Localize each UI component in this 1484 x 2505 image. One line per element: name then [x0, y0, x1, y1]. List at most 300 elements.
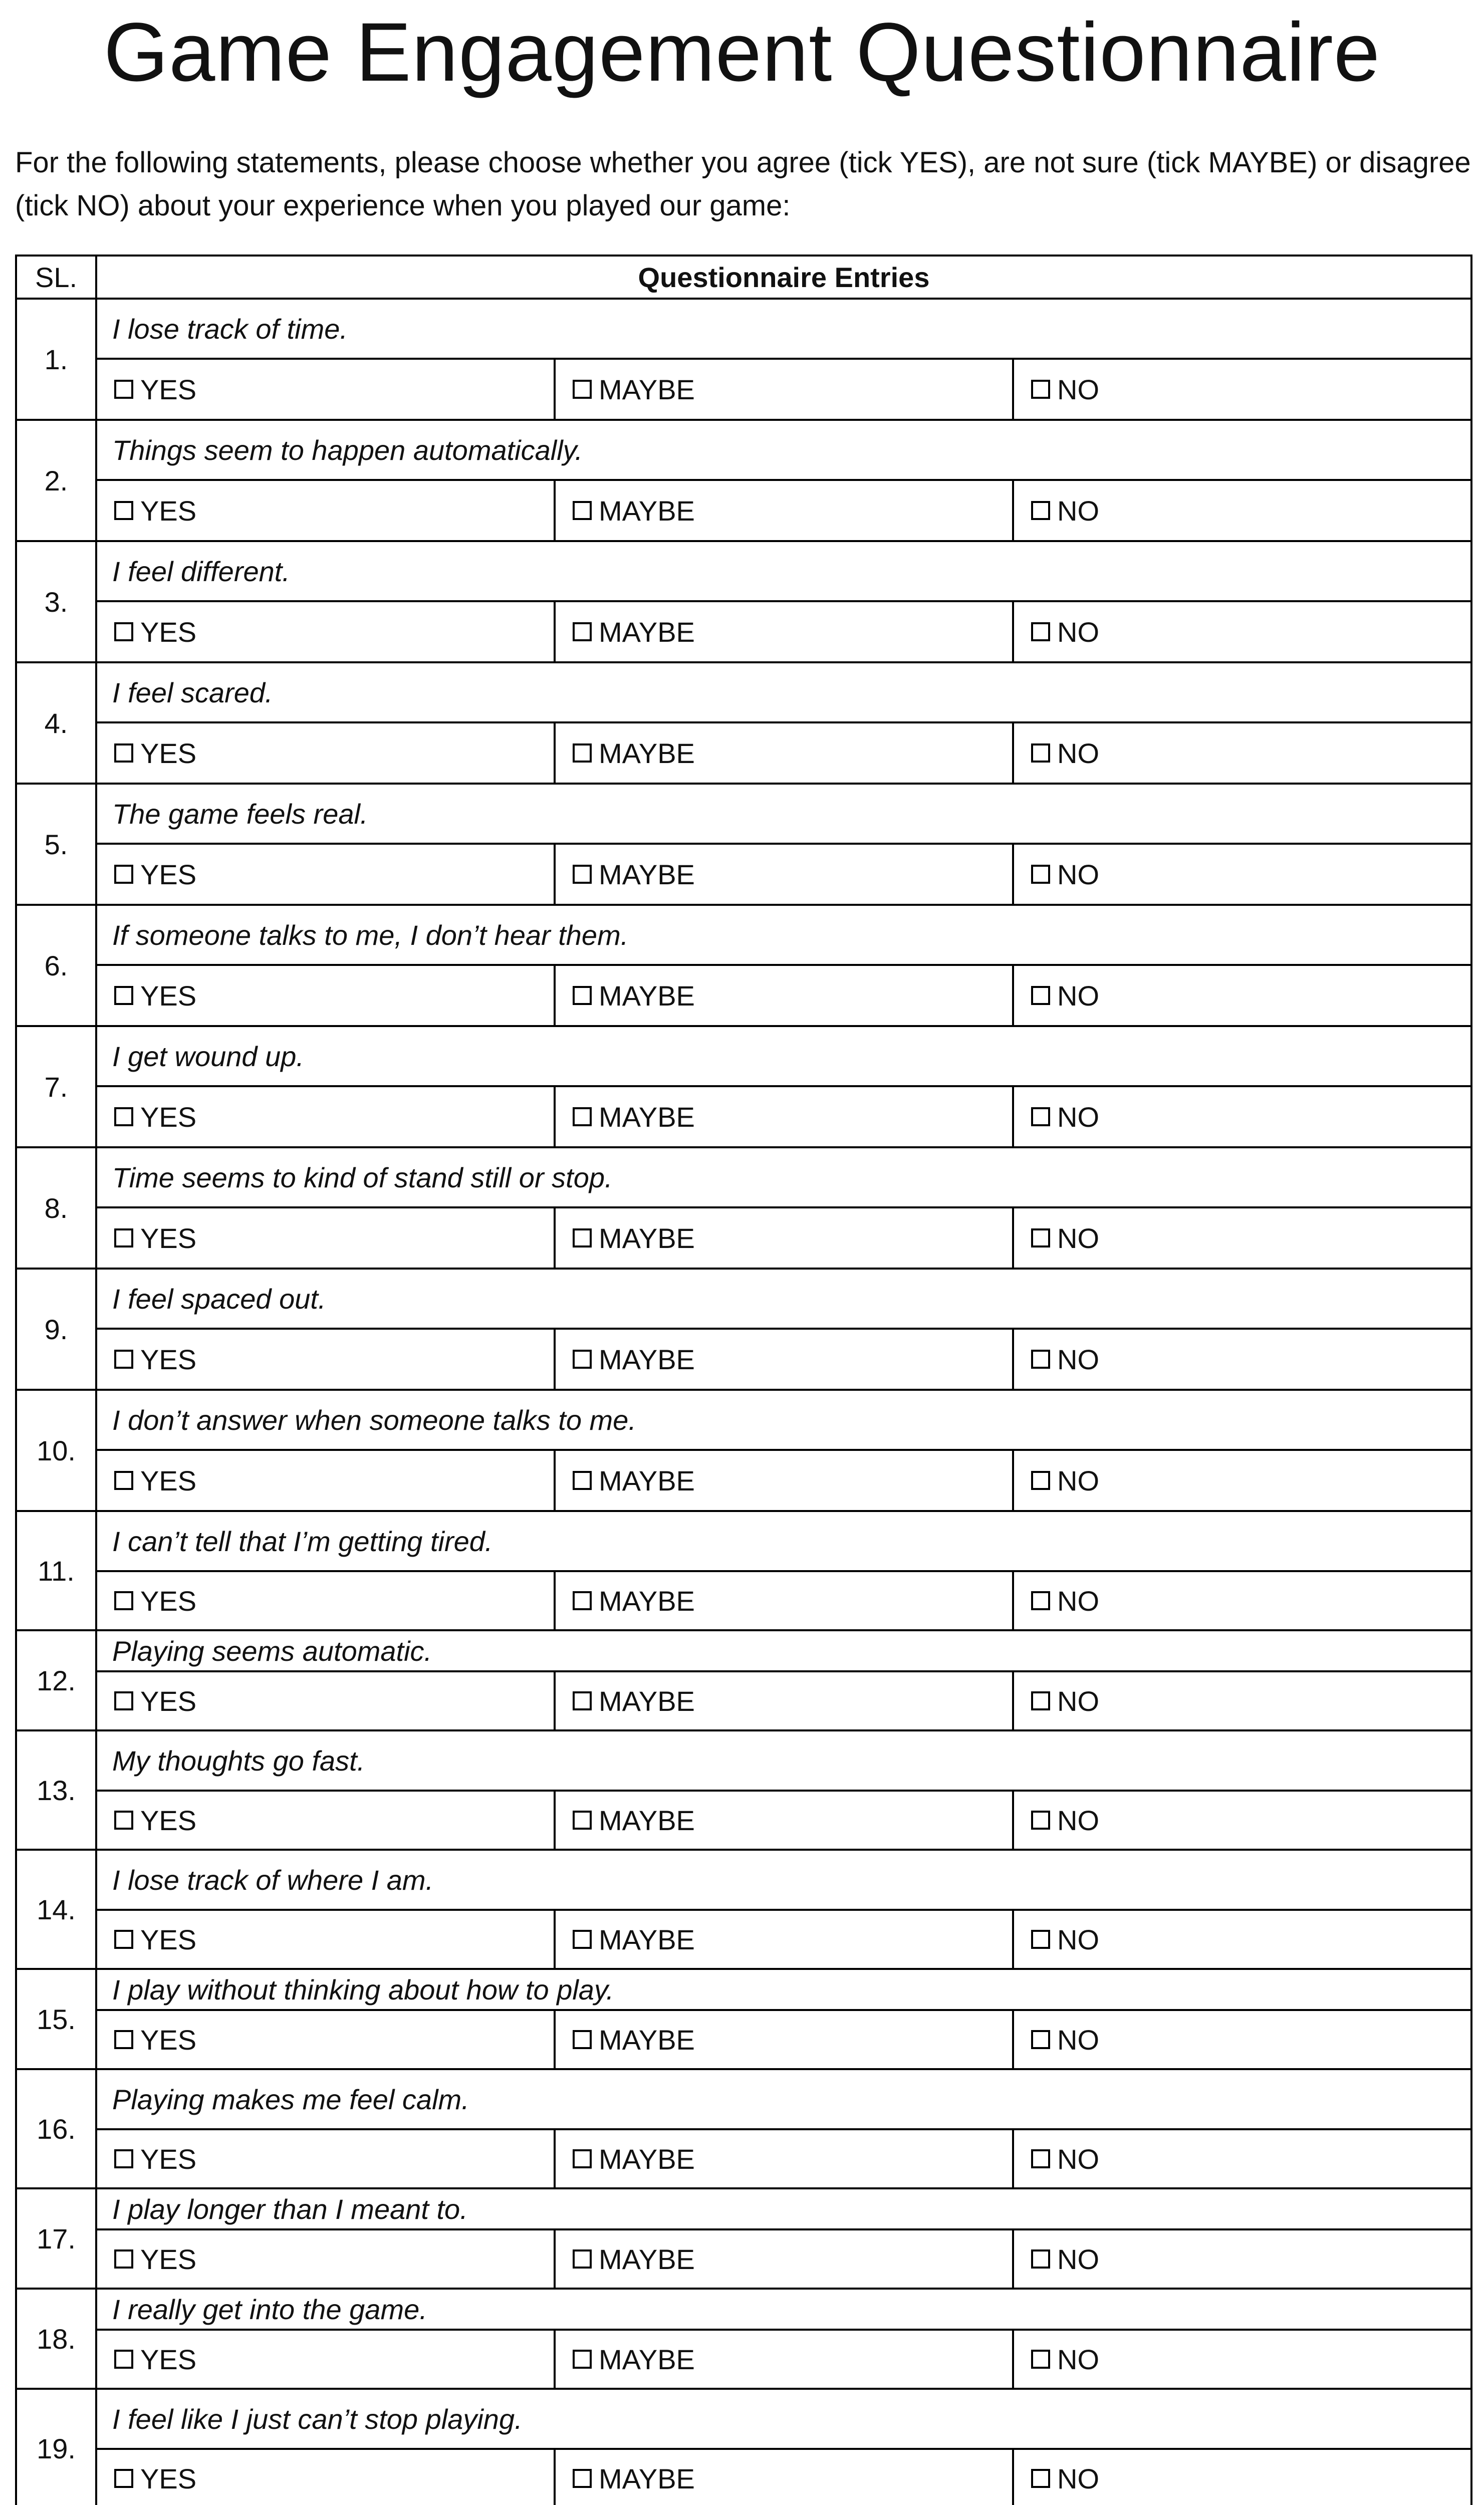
question-statement-row: [16, 2069, 1471, 2129]
maybe-checkbox[interactable]: [573, 1471, 592, 1490]
yes-option-cell[interactable]: [96, 1910, 555, 1969]
no-label: NO: [1057, 1101, 1099, 1133]
maybe-option[interactable]: [573, 2024, 1012, 2056]
yes-option[interactable]: [114, 858, 554, 891]
no-label: NO: [1057, 1343, 1099, 1375]
yes-option[interactable]: [114, 1101, 554, 1133]
yes-option[interactable]: [114, 979, 554, 1012]
question-options-row: [16, 2129, 1471, 2188]
yes-checkbox[interactable]: [114, 1930, 133, 1949]
no-label: NO: [1057, 858, 1099, 890]
no-label: NO: [1057, 979, 1099, 1012]
no-label: NO: [1057, 1222, 1099, 1254]
maybe-checkbox[interactable]: [573, 380, 592, 399]
question-number: 12.: [16, 1630, 96, 1730]
no-checkbox[interactable]: [1031, 1350, 1050, 1369]
maybe-checkbox[interactable]: [573, 2149, 592, 2168]
no-option[interactable]: [1031, 1222, 1470, 1255]
no-option-cell[interactable]: [1013, 2129, 1471, 2188]
yes-label: YES: [140, 2243, 197, 2275]
maybe-option-cell[interactable]: [555, 1207, 1013, 1269]
no-label: NO: [1057, 1585, 1099, 1617]
question-options-row: [16, 1450, 1471, 1511]
maybe-option-cell[interactable]: [555, 2129, 1013, 2188]
question-statement-row: [16, 2289, 1471, 2330]
no-option[interactable]: [1031, 1464, 1470, 1497]
question-statement: I feel different.: [96, 541, 1471, 601]
maybe-label: MAYBE: [599, 1343, 695, 1375]
question-options-row: [16, 1671, 1471, 1730]
no-label: NO: [1057, 1804, 1099, 1836]
yes-option-cell[interactable]: [96, 844, 555, 905]
no-option[interactable]: [1031, 1804, 1470, 1837]
maybe-checkbox[interactable]: [573, 865, 592, 884]
yes-checkbox[interactable]: [114, 2249, 133, 2269]
question-statement: The game feels real.: [96, 784, 1471, 844]
page-title: Game Engagement Questionnaire: [103, 6, 1381, 99]
no-option-cell[interactable]: [1013, 1450, 1471, 1511]
question-number: 9.: [16, 1269, 96, 1390]
maybe-label: MAYBE: [599, 494, 695, 527]
yes-label: YES: [140, 979, 197, 1012]
yes-label: YES: [140, 1804, 197, 1836]
question-number: 10.: [16, 1390, 96, 1511]
no-checkbox[interactable]: [1031, 743, 1050, 763]
maybe-checkbox[interactable]: [573, 1591, 592, 1610]
no-label: NO: [1057, 2243, 1099, 2275]
no-label: NO: [1057, 1464, 1099, 1496]
maybe-option[interactable]: [573, 1804, 1012, 1837]
question-options-row: [16, 1571, 1471, 1630]
maybe-label: MAYBE: [599, 979, 695, 1012]
question-options-row: [16, 1791, 1471, 1850]
no-option-cell[interactable]: [1013, 722, 1471, 784]
question-number: 5.: [16, 784, 96, 905]
maybe-option-cell[interactable]: [555, 965, 1013, 1026]
question-statement-row: [16, 1511, 1471, 1571]
question-number: 16.: [16, 2069, 96, 2188]
no-checkbox[interactable]: [1031, 380, 1050, 399]
question-options-row: [16, 1910, 1471, 1969]
maybe-label: MAYBE: [599, 373, 695, 405]
no-option-cell[interactable]: [1013, 480, 1471, 541]
yes-option-cell[interactable]: [96, 601, 555, 662]
question-statement: Playing seems automatic.: [96, 1630, 1471, 1671]
maybe-option[interactable]: [573, 1222, 1012, 1255]
question-statement-row: [16, 1147, 1471, 1207]
yes-checkbox[interactable]: [114, 986, 133, 1005]
yes-option-cell[interactable]: [96, 1791, 555, 1850]
yes-checkbox[interactable]: [114, 622, 133, 641]
yes-label: YES: [140, 1923, 197, 1955]
yes-label: YES: [140, 494, 197, 527]
maybe-option-cell[interactable]: [555, 1571, 1013, 1630]
question-options-row: [16, 2229, 1471, 2289]
yes-checkbox[interactable]: [114, 380, 133, 399]
maybe-label: MAYBE: [599, 2462, 695, 2494]
maybe-label: MAYBE: [599, 2024, 695, 2056]
no-option-cell[interactable]: [1013, 2330, 1471, 2389]
no-checkbox[interactable]: [1031, 501, 1050, 520]
no-option-cell[interactable]: [1013, 1910, 1471, 1969]
maybe-option-cell[interactable]: [555, 2229, 1013, 2289]
no-option[interactable]: [1031, 2243, 1470, 2276]
maybe-option[interactable]: [573, 858, 1012, 891]
yes-option[interactable]: [114, 1464, 554, 1497]
no-option[interactable]: [1031, 1101, 1470, 1133]
question-statement-row: [16, 784, 1471, 844]
maybe-option-cell[interactable]: [555, 2010, 1013, 2069]
no-label: NO: [1057, 616, 1099, 648]
no-option-cell[interactable]: [1013, 1207, 1471, 1269]
no-option[interactable]: [1031, 2024, 1470, 2056]
yes-label: YES: [140, 1343, 197, 1375]
maybe-option-cell[interactable]: [555, 480, 1013, 541]
maybe-option[interactable]: [573, 2243, 1012, 2276]
no-checkbox[interactable]: [1031, 1930, 1050, 1949]
no-option-cell[interactable]: [1013, 1086, 1471, 1147]
question-options-row: [16, 1329, 1471, 1390]
maybe-option[interactable]: [573, 1343, 1012, 1376]
yes-label: YES: [140, 1222, 197, 1254]
maybe-label: MAYBE: [599, 1585, 695, 1617]
maybe-checkbox[interactable]: [573, 1930, 592, 1949]
question-statement-row: [16, 541, 1471, 601]
question-statement: If someone talks to me, I don’t hear them.: [96, 905, 1471, 965]
yes-checkbox[interactable]: [114, 865, 133, 884]
yes-checkbox[interactable]: [114, 501, 133, 520]
no-option-cell[interactable]: [1013, 844, 1471, 905]
questionnaire-body: [16, 299, 1471, 2505]
maybe-option-cell[interactable]: [555, 1791, 1013, 1850]
no-option[interactable]: [1031, 979, 1470, 1012]
maybe-checkbox[interactable]: [573, 1228, 592, 1247]
yes-option[interactable]: [114, 2243, 554, 2276]
question-options-row: [16, 722, 1471, 784]
no-option[interactable]: [1031, 2143, 1470, 2175]
maybe-option-cell[interactable]: [555, 1450, 1013, 1511]
no-checkbox[interactable]: [1031, 1591, 1050, 1610]
question-number: 13.: [16, 1730, 96, 1850]
question-number: 18.: [16, 2289, 96, 2389]
maybe-label: MAYBE: [599, 1101, 695, 1133]
question-number: 2.: [16, 420, 96, 541]
yes-label: YES: [140, 858, 197, 890]
no-option[interactable]: [1031, 858, 1470, 891]
yes-option[interactable]: [114, 737, 554, 770]
maybe-option[interactable]: [573, 1101, 1012, 1133]
question-statement: I feel scared.: [96, 662, 1471, 722]
no-label: NO: [1057, 1923, 1099, 1955]
question-number: 17.: [16, 2188, 96, 2289]
maybe-checkbox[interactable]: [573, 622, 592, 641]
question-statement: I play longer than I meant to.: [96, 2188, 1471, 2229]
maybe-checkbox[interactable]: [573, 2249, 592, 2269]
yes-option-cell[interactable]: [96, 1450, 555, 1511]
no-option[interactable]: [1031, 1685, 1470, 1717]
question-statement: I get wound up.: [96, 1026, 1471, 1086]
maybe-option[interactable]: [573, 616, 1012, 648]
maybe-label: MAYBE: [599, 1923, 695, 1955]
no-label: NO: [1057, 2024, 1099, 2056]
no-checkbox[interactable]: [1031, 986, 1050, 1005]
question-options-row: [16, 2010, 1471, 2069]
maybe-label: MAYBE: [599, 616, 695, 648]
sl-column-header: SL.: [16, 256, 96, 299]
yes-option-cell[interactable]: [96, 1086, 555, 1147]
yes-option-cell[interactable]: [96, 1671, 555, 1730]
no-option-cell[interactable]: [1013, 1791, 1471, 1850]
maybe-option[interactable]: [573, 979, 1012, 1012]
question-statement-row: [16, 2389, 1471, 2449]
no-option[interactable]: [1031, 1585, 1470, 1617]
yes-checkbox[interactable]: [114, 1691, 133, 1710]
yes-label: YES: [140, 1464, 197, 1496]
no-option[interactable]: [1031, 373, 1470, 406]
instructions-text: For the following statements, please choose whether you agree (tick YES), are not sure (tick MAYBE) or disagree (tick NO) about your experience when you played our game:: [15, 146, 1471, 222]
question-statement: Time seems to kind of stand still or stop.: [96, 1147, 1471, 1207]
question-number: 4.: [16, 662, 96, 784]
maybe-label: MAYBE: [599, 2343, 695, 2375]
question-statement-row: [16, 1026, 1471, 1086]
no-checkbox[interactable]: [1031, 622, 1050, 641]
question-options-row: [16, 359, 1471, 420]
no-label: NO: [1057, 2343, 1099, 2375]
yes-option[interactable]: [114, 373, 554, 406]
questionnaire-table: [15, 255, 1472, 2505]
question-statement: Playing makes me feel calm.: [96, 2069, 1471, 2129]
yes-option-cell[interactable]: [96, 2229, 555, 2289]
maybe-option[interactable]: [573, 373, 1012, 406]
maybe-label: MAYBE: [599, 858, 695, 890]
no-option-cell[interactable]: [1013, 359, 1471, 420]
question-statement: I play without thinking about how to play.: [96, 1969, 1471, 2010]
no-checkbox[interactable]: [1031, 1811, 1050, 1830]
maybe-checkbox[interactable]: [573, 743, 592, 763]
question-statement-row: [16, 1850, 1471, 1910]
yes-checkbox[interactable]: [114, 1228, 133, 1247]
yes-label: YES: [140, 1101, 197, 1133]
yes-label: YES: [140, 1685, 197, 1717]
yes-option[interactable]: [114, 1585, 554, 1617]
yes-option[interactable]: [114, 616, 554, 648]
question-statement-row: [16, 1969, 1471, 2010]
maybe-option-cell[interactable]: [555, 359, 1013, 420]
maybe-label: MAYBE: [599, 2143, 695, 2175]
table-header-row: [16, 256, 1471, 299]
yes-checkbox[interactable]: [114, 1591, 133, 1610]
question-number: 6.: [16, 905, 96, 1026]
maybe-label: MAYBE: [599, 1222, 695, 1254]
no-label: NO: [1057, 494, 1099, 527]
no-option-cell[interactable]: [1013, 2449, 1471, 2505]
yes-checkbox[interactable]: [114, 1471, 133, 1490]
no-checkbox[interactable]: [1031, 2030, 1050, 2049]
question-statement-row: [16, 1390, 1471, 1450]
yes-option-cell[interactable]: [96, 1207, 555, 1269]
question-number: 8.: [16, 1147, 96, 1269]
no-option-cell[interactable]: [1013, 965, 1471, 1026]
question-number: 14.: [16, 1850, 96, 1969]
maybe-option-cell[interactable]: [555, 1086, 1013, 1147]
maybe-label: MAYBE: [599, 1464, 695, 1496]
maybe-option[interactable]: [573, 2462, 1012, 2495]
no-option-cell[interactable]: [1013, 1571, 1471, 1630]
yes-option[interactable]: [114, 1343, 554, 1376]
question-options-row: [16, 2330, 1471, 2389]
yes-label: YES: [140, 2143, 197, 2175]
no-checkbox[interactable]: [1031, 865, 1050, 884]
no-option[interactable]: [1031, 2462, 1470, 2495]
maybe-option-cell[interactable]: [555, 1910, 1013, 1969]
maybe-checkbox[interactable]: [573, 1350, 592, 1369]
maybe-checkbox[interactable]: [573, 2030, 592, 2049]
yes-checkbox[interactable]: [114, 2030, 133, 2049]
yes-option[interactable]: [114, 2343, 554, 2376]
no-option[interactable]: [1031, 737, 1470, 770]
maybe-checkbox[interactable]: [573, 1691, 592, 1710]
question-statement: I don’t answer when someone talks to me.: [96, 1390, 1471, 1450]
maybe-option[interactable]: [573, 1923, 1012, 1956]
maybe-checkbox[interactable]: [573, 501, 592, 520]
no-option[interactable]: [1031, 616, 1470, 648]
question-options-row: [16, 1086, 1471, 1147]
no-label: NO: [1057, 2143, 1099, 2175]
maybe-option-cell[interactable]: [555, 722, 1013, 784]
question-statement: I feel like I just can’t stop playing.: [96, 2389, 1471, 2449]
yes-option-cell[interactable]: [96, 2330, 555, 2389]
yes-option[interactable]: [114, 1685, 554, 1717]
yes-option-cell[interactable]: [96, 2129, 555, 2188]
no-option[interactable]: [1031, 1923, 1470, 1956]
maybe-checkbox[interactable]: [573, 986, 592, 1005]
yes-option-cell[interactable]: [96, 722, 555, 784]
maybe-label: MAYBE: [599, 1685, 695, 1717]
no-option-cell[interactable]: [1013, 1329, 1471, 1390]
question-statement: I lose track of where I am.: [96, 1850, 1471, 1910]
question-statement: I lose track of time.: [96, 299, 1471, 359]
maybe-label: MAYBE: [599, 2243, 695, 2275]
no-checkbox[interactable]: [1031, 1107, 1050, 1126]
no-option-cell[interactable]: [1013, 601, 1471, 662]
question-statement-row: [16, 1269, 1471, 1329]
yes-checkbox[interactable]: [114, 1350, 133, 1369]
maybe-option-cell[interactable]: [555, 844, 1013, 905]
question-statement-row: [16, 662, 1471, 722]
question-statement-row: [16, 1730, 1471, 1791]
no-checkbox[interactable]: [1031, 2149, 1050, 2168]
yes-option-cell[interactable]: [96, 2010, 555, 2069]
yes-checkbox[interactable]: [114, 2350, 133, 2369]
no-checkbox[interactable]: [1031, 2249, 1050, 2269]
no-option-cell[interactable]: [1013, 2010, 1471, 2069]
yes-checkbox[interactable]: [114, 2469, 133, 2488]
question-number: 15.: [16, 1969, 96, 2069]
yes-option[interactable]: [114, 1222, 554, 1255]
no-checkbox[interactable]: [1031, 1691, 1050, 1710]
maybe-option-cell[interactable]: [555, 2449, 1013, 2505]
maybe-label: MAYBE: [599, 737, 695, 769]
no-option[interactable]: [1031, 1343, 1470, 1376]
question-statement: I feel spaced out.: [96, 1269, 1471, 1329]
yes-checkbox[interactable]: [114, 2149, 133, 2168]
no-label: NO: [1057, 1685, 1099, 1717]
question-options-row: [16, 2449, 1471, 2505]
maybe-option-cell[interactable]: [555, 601, 1013, 662]
question-statement: I really get into the game.: [96, 2289, 1471, 2330]
yes-label: YES: [140, 616, 197, 648]
maybe-checkbox[interactable]: [573, 1811, 592, 1830]
maybe-option[interactable]: [573, 2343, 1012, 2376]
yes-label: YES: [140, 737, 197, 769]
yes-checkbox[interactable]: [114, 1107, 133, 1126]
question-statement: Things seem to happen automatically.: [96, 420, 1471, 480]
yes-option-cell[interactable]: [96, 1571, 555, 1630]
question-number: 7.: [16, 1026, 96, 1147]
question-statement: I can’t tell that I’m getting tired.: [96, 1511, 1471, 1571]
no-checkbox[interactable]: [1031, 1471, 1050, 1490]
yes-label: YES: [140, 2343, 197, 2375]
question-options-row: [16, 1207, 1471, 1269]
yes-option[interactable]: [114, 494, 554, 527]
maybe-option[interactable]: [573, 737, 1012, 770]
maybe-label: MAYBE: [599, 1804, 695, 1836]
yes-checkbox[interactable]: [114, 1811, 133, 1830]
no-checkbox[interactable]: [1031, 1228, 1050, 1247]
entries-column-header: Questionnaire Entries: [96, 256, 1471, 299]
maybe-option-cell[interactable]: [555, 1671, 1013, 1730]
maybe-checkbox[interactable]: [573, 1107, 592, 1126]
question-statement-row: [16, 420, 1471, 480]
yes-option[interactable]: [114, 1804, 554, 1837]
maybe-option[interactable]: [573, 2143, 1012, 2175]
maybe-option-cell[interactable]: [555, 2330, 1013, 2389]
no-label: NO: [1057, 737, 1099, 769]
maybe-option-cell[interactable]: [555, 1329, 1013, 1390]
question-options-row: [16, 965, 1471, 1026]
question-number: 19.: [16, 2389, 96, 2505]
maybe-checkbox[interactable]: [573, 2469, 592, 2488]
yes-label: YES: [140, 2024, 197, 2056]
maybe-option[interactable]: [573, 494, 1012, 527]
maybe-option[interactable]: [573, 1464, 1012, 1497]
yes-option-cell[interactable]: [96, 359, 555, 420]
question-statement: My thoughts go fast.: [96, 1730, 1471, 1791]
no-checkbox[interactable]: [1031, 2350, 1050, 2369]
no-label: NO: [1057, 373, 1099, 405]
no-option[interactable]: [1031, 494, 1470, 527]
maybe-option[interactable]: [573, 1685, 1012, 1717]
yes-option[interactable]: [114, 2024, 554, 2056]
yes-checkbox[interactable]: [114, 743, 133, 763]
maybe-option[interactable]: [573, 1585, 1012, 1617]
no-option-cell[interactable]: [1013, 1671, 1471, 1730]
yes-label: YES: [140, 373, 197, 405]
no-option-cell[interactable]: [1013, 2229, 1471, 2289]
no-label: NO: [1057, 2462, 1099, 2494]
no-checkbox[interactable]: [1031, 2469, 1050, 2488]
maybe-checkbox[interactable]: [573, 2350, 592, 2369]
yes-option[interactable]: [114, 1923, 554, 1956]
yes-option[interactable]: [114, 2462, 554, 2495]
yes-option-cell[interactable]: [96, 480, 555, 541]
question-number: 3.: [16, 541, 96, 662]
yes-option[interactable]: [114, 2143, 554, 2175]
no-option[interactable]: [1031, 2343, 1470, 2376]
yes-option-cell[interactable]: [96, 2449, 555, 2505]
yes-option-cell[interactable]: [96, 965, 555, 1026]
yes-option-cell[interactable]: [96, 1329, 555, 1390]
